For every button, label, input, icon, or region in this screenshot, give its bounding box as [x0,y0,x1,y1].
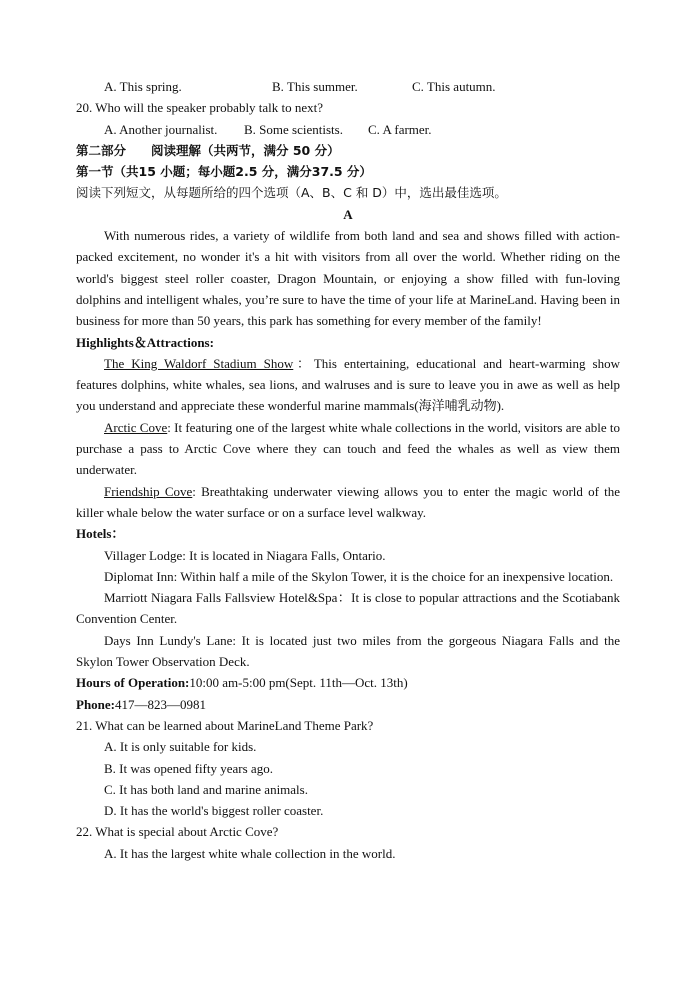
q22-option-a: A. It has the largest white whale collection in the world. [104,845,396,861]
hotel-days-inn: Days Inn Lundy's Lane: It is located just two miles from the gorgeous Niagara Falls and the Skylon Tower Observation Deck. [76,632,620,670]
highlights-heading: Highlights＆Attractions: [76,334,214,350]
exam-page [76,76,620,864]
q19-option-a: A. This spring. [104,79,182,94]
highlight-stadium-show-text: ：This entertaining, educational and heart-warming show features dolphins, white whales, sea lions, and walruses and is sure to leave you in awe as well as help you understand and appreciate these wonderful marine mammals(海洋哺乳动物). [76,355,621,414]
phone [76,694,620,715]
hotel-marriott: Marriott Niagara Falls Fallsview Hotel&Spa：It is close to popular attractions and the Scotiabank Convention Center. [76,590,620,627]
q22-question: 22. What is special about Arctic Cove? [76,824,279,840]
highlight-friendship-cove-name: Friendship Cove [104,483,193,499]
hotels-heading: Hotels： [76,526,125,542]
hotel-diplomat-inn: Diplomat Inn: Within half a mile of the Skylon Tower, it is the choice for an inexpensive location. [104,568,614,584]
reading-instruction: 阅读下列短文，从每题所给的四个选项（A、B、C 和 D）中，选出最佳选项。 [76,185,507,201]
q21-option-a: A. It is only suitable for kids. [104,739,257,755]
q19-option-b: B. This summer. [272,79,358,94]
hours-of-operation [76,672,620,693]
q20-question: 20. Who will the speaker probably talk to next? [76,100,324,116]
q21-option-d: D. It has the world's biggest roller coaster. [104,803,324,819]
hours-value: 10:00 am-5:00 pm(Sept. 11th—Oct. 13th) [189,675,408,691]
q21-question: 21. What can be learned about MarineLand Theme Park? [76,717,374,733]
q21-option-b: B. It was opened fifty years ago. [104,760,273,776]
q20-option-b: B. Some scientists. [244,121,343,137]
part2-title: 第二部分 阅读理解（共两节，满分 50 分） [76,142,340,158]
q20-options [76,119,620,140]
q20-option-c: C. A farmer. [368,121,432,137]
q19-options [76,76,620,97]
section1-title: 第一节（共15 小题；每小题2.5 分，满分37.5 分） [76,164,372,180]
highlight-stadium-show-name: The King Waldorf Stadium Show [104,355,294,371]
highlight-stadium-show [76,353,620,417]
q21-option-c: C. It has both land and marine animals. [104,781,308,797]
highlight-friendship-cove-text: : Breathtaking underwater viewing allows you to enter the magic world of the killer whale below the water surface or on a surface level walkway. [76,483,621,520]
highlight-arctic-cove-name: Arctic Cove [104,419,168,435]
hotel-villager-lodge: Villager Lodge: It is located in Niagara Falls, Ontario. [104,547,386,563]
passage-letter: A [343,206,353,222]
highlight-arctic-cove-text: : It featuring one of the largest white whale collections in the world, visitors are able to purchase a pass to Arctic Cove where they can touch and feed the whales as well as view them underwater. [76,419,620,478]
phone-value: 417—823—0981 [115,696,206,712]
hours-label: Hours of Operation: [76,675,190,691]
highlight-friendship-cove [76,481,620,524]
phone-label: Phone: [76,696,115,712]
q19-option-c: C. This autumn. [412,79,496,94]
q20-option-a: A. Another journalist. [104,121,218,137]
highlight-arctic-cove [76,417,620,481]
passage-intro: With numerous rides, a variety of wildlife from both land and sea and shows filled with action-packed excitement, no wonder it's a hit with visitors from all over the world. Whether riding on the world's biggest steel roller coaster, Dragon Mountain, or enjoying a show filled with fun-loving dolphins and intelligent whales, you’re sure to have the time of your life at MarineLand. Having been in business for more than 50 years, this park has something for every member of the family! [76,228,620,329]
